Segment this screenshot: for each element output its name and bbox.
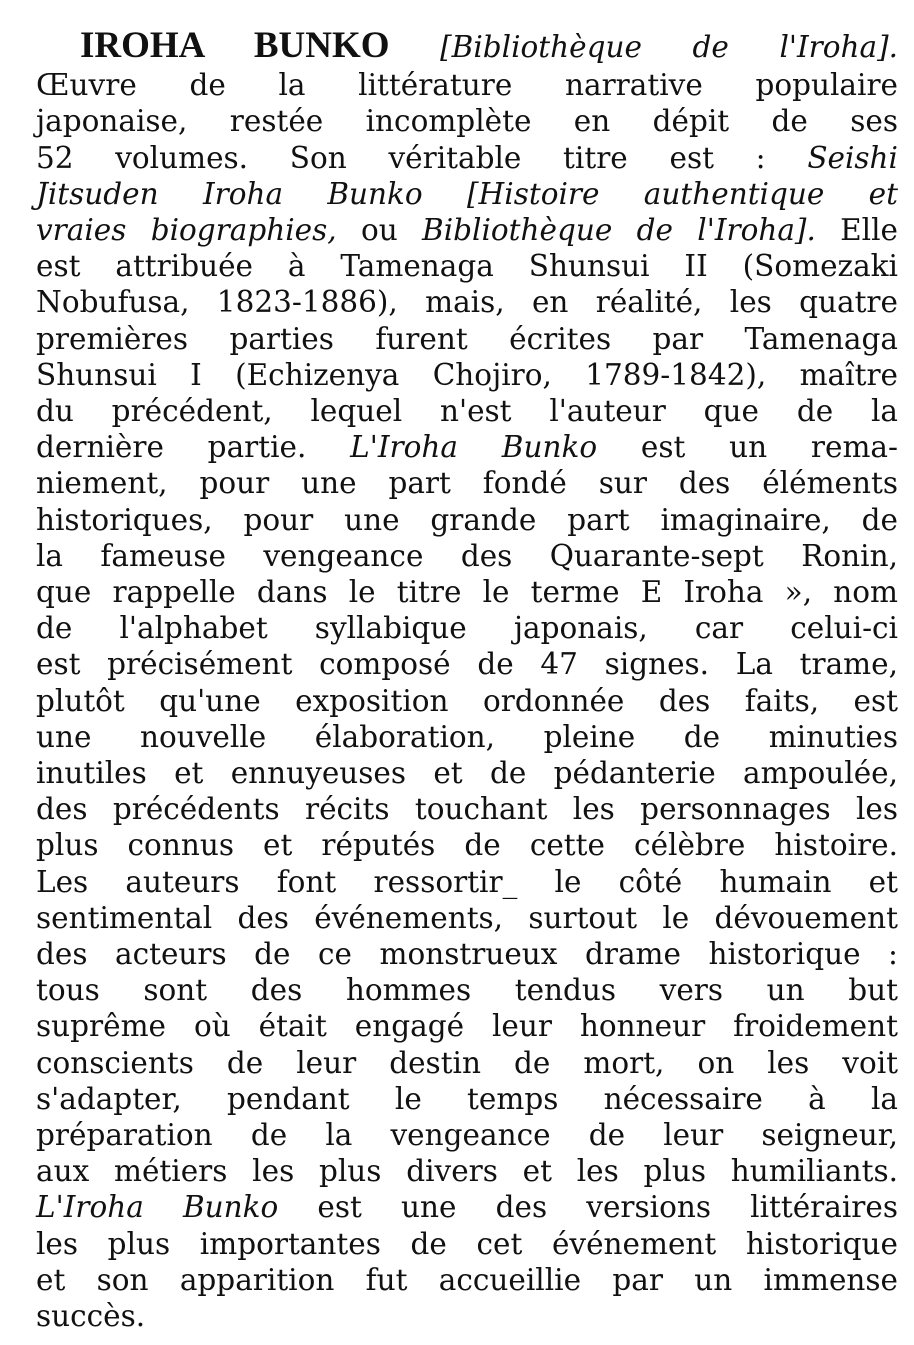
text-segment: que rappelle dans le titre le terme E Iroha », nom <box>36 575 898 609</box>
text-segment: des acteurs de ce monstrueux drame historique : <box>36 937 898 971</box>
text-segment: des précédents récits touchant les personnages les <box>36 792 898 827</box>
text-segment: aux métiers les plus divers et les plus humiliants. <box>36 1154 898 1189</box>
text-segment: une nouvelle élaboration, pleine de minuties <box>36 719 898 754</box>
text-line <box>36 140 898 176</box>
italic-text: Bibliothèque de l'Iroha]. <box>422 213 816 247</box>
text-segment: s'adapter, pendant le temps nécessaire à la <box>36 1081 898 1116</box>
text-line <box>36 610 898 646</box>
text-segment: préparation de la vengeance de leur seigneur, <box>36 1118 898 1152</box>
text-line <box>36 864 898 900</box>
italic-text: L'Iroha Bunko <box>350 430 598 465</box>
text-segment: plus connus et réputés de cette célèbre histoire. <box>36 828 898 863</box>
text-segment: 52 volumes. Son véritable titre est : <box>36 140 808 175</box>
text-segment: succès. <box>36 1299 146 1333</box>
text-segment: suprême où était engagé leur honneur froidement <box>36 1009 898 1044</box>
text-line <box>36 67 898 103</box>
text-line <box>36 755 898 791</box>
text-segment: Elle <box>815 213 898 247</box>
text-segment: sentimental des événements, surtout le dévouement <box>36 900 898 935</box>
text-line <box>36 827 898 863</box>
text-line <box>36 103 898 139</box>
text-segment: plutôt qu'une exposition ordonnée des faits, est <box>36 683 898 718</box>
text-segment: Shunsui I (Echizenya Chojiro, 1789-1842), maître <box>36 357 898 392</box>
text-line <box>36 791 898 827</box>
italic-text: L'Iroha Bunko <box>36 1190 279 1225</box>
text-line <box>36 1081 898 1117</box>
text-line <box>36 900 898 936</box>
text-line <box>36 465 898 501</box>
text-segment: est attribuée à Tamenaga Shunsui II (Somezaki <box>36 249 898 284</box>
entry-heading-line <box>80 25 898 66</box>
text-segment: Nobufusa, 1823-1886), mais, en réalité, les quatre <box>36 285 898 320</box>
text-line <box>36 683 898 719</box>
text-segment: la fameuse vengeance des Quarante-sept Ronin, <box>36 538 898 573</box>
text-line <box>36 284 898 320</box>
text-line <box>36 212 898 248</box>
text-line <box>36 429 898 465</box>
text-segment: Les auteurs font ressortir_ le côté humain et <box>36 864 898 899</box>
text-line <box>36 248 898 284</box>
text-line <box>36 1045 898 1081</box>
italic-text: [Bibliothèque de l'Iroha]. <box>440 30 898 64</box>
text-line <box>36 1117 898 1153</box>
text-segment: japonaise, restée incomplète en dépit de ses <box>36 104 898 139</box>
text-segment: est un rema- <box>597 430 898 465</box>
text-segment: est une des versions littéraires <box>278 1190 898 1225</box>
text-line <box>36 176 898 212</box>
text-line <box>36 1153 898 1189</box>
text-line <box>36 1298 145 1334</box>
text-line <box>36 1008 898 1044</box>
text-line <box>36 1189 898 1225</box>
text-segment: et son apparition fut accueillie par un immense <box>36 1262 898 1297</box>
text-segment: premières parties furent écrites par Tamenaga <box>36 321 898 356</box>
text-line <box>36 936 898 972</box>
text-line <box>36 393 898 429</box>
text-line <box>36 357 898 393</box>
text-line <box>36 1262 898 1298</box>
text-line <box>36 719 898 755</box>
text-segment: du précédent, lequel n'est l'auteur que de la <box>36 394 898 428</box>
text-line <box>36 321 898 357</box>
text-segment: historiques, pour une grande part imaginaire, de <box>36 502 898 537</box>
italic-text: Jitsuden Iroha Bunko [Histoire authentique et <box>36 176 898 211</box>
text-segment: inutiles et ennuyeuses et de pédanterie ampoulée, <box>36 756 898 790</box>
italic-text: vraies biographies, <box>36 213 337 247</box>
text-line <box>36 646 898 682</box>
text-segment: est précisément composé de 47 signes. La trame, <box>36 647 898 682</box>
text-segment: tous sont des hommes tendus vers un but <box>36 973 898 1008</box>
text-line <box>36 972 898 1008</box>
text-line <box>36 574 898 610</box>
text-segment: de l'alphabet syllabique japonais, car celui-ci <box>36 611 898 646</box>
text-segment: conscients de leur destin de mort, on les voit <box>36 1045 898 1080</box>
entry-title: IROHA BUNKO <box>80 25 390 66</box>
text-line <box>36 502 898 538</box>
italic-text: Seishi <box>807 140 898 175</box>
text-line <box>36 538 898 574</box>
text-line <box>36 1226 898 1262</box>
text-segment <box>390 30 441 64</box>
text-segment: niement, pour une part fondé sur des éléments <box>36 466 898 501</box>
text-segment: ou <box>336 213 423 247</box>
text-segment: Œuvre de la littérature narrative populaire <box>36 68 898 103</box>
text-segment: les plus importantes de cet événement historique <box>36 1226 898 1261</box>
text-segment: dernière partie. <box>36 430 351 465</box>
